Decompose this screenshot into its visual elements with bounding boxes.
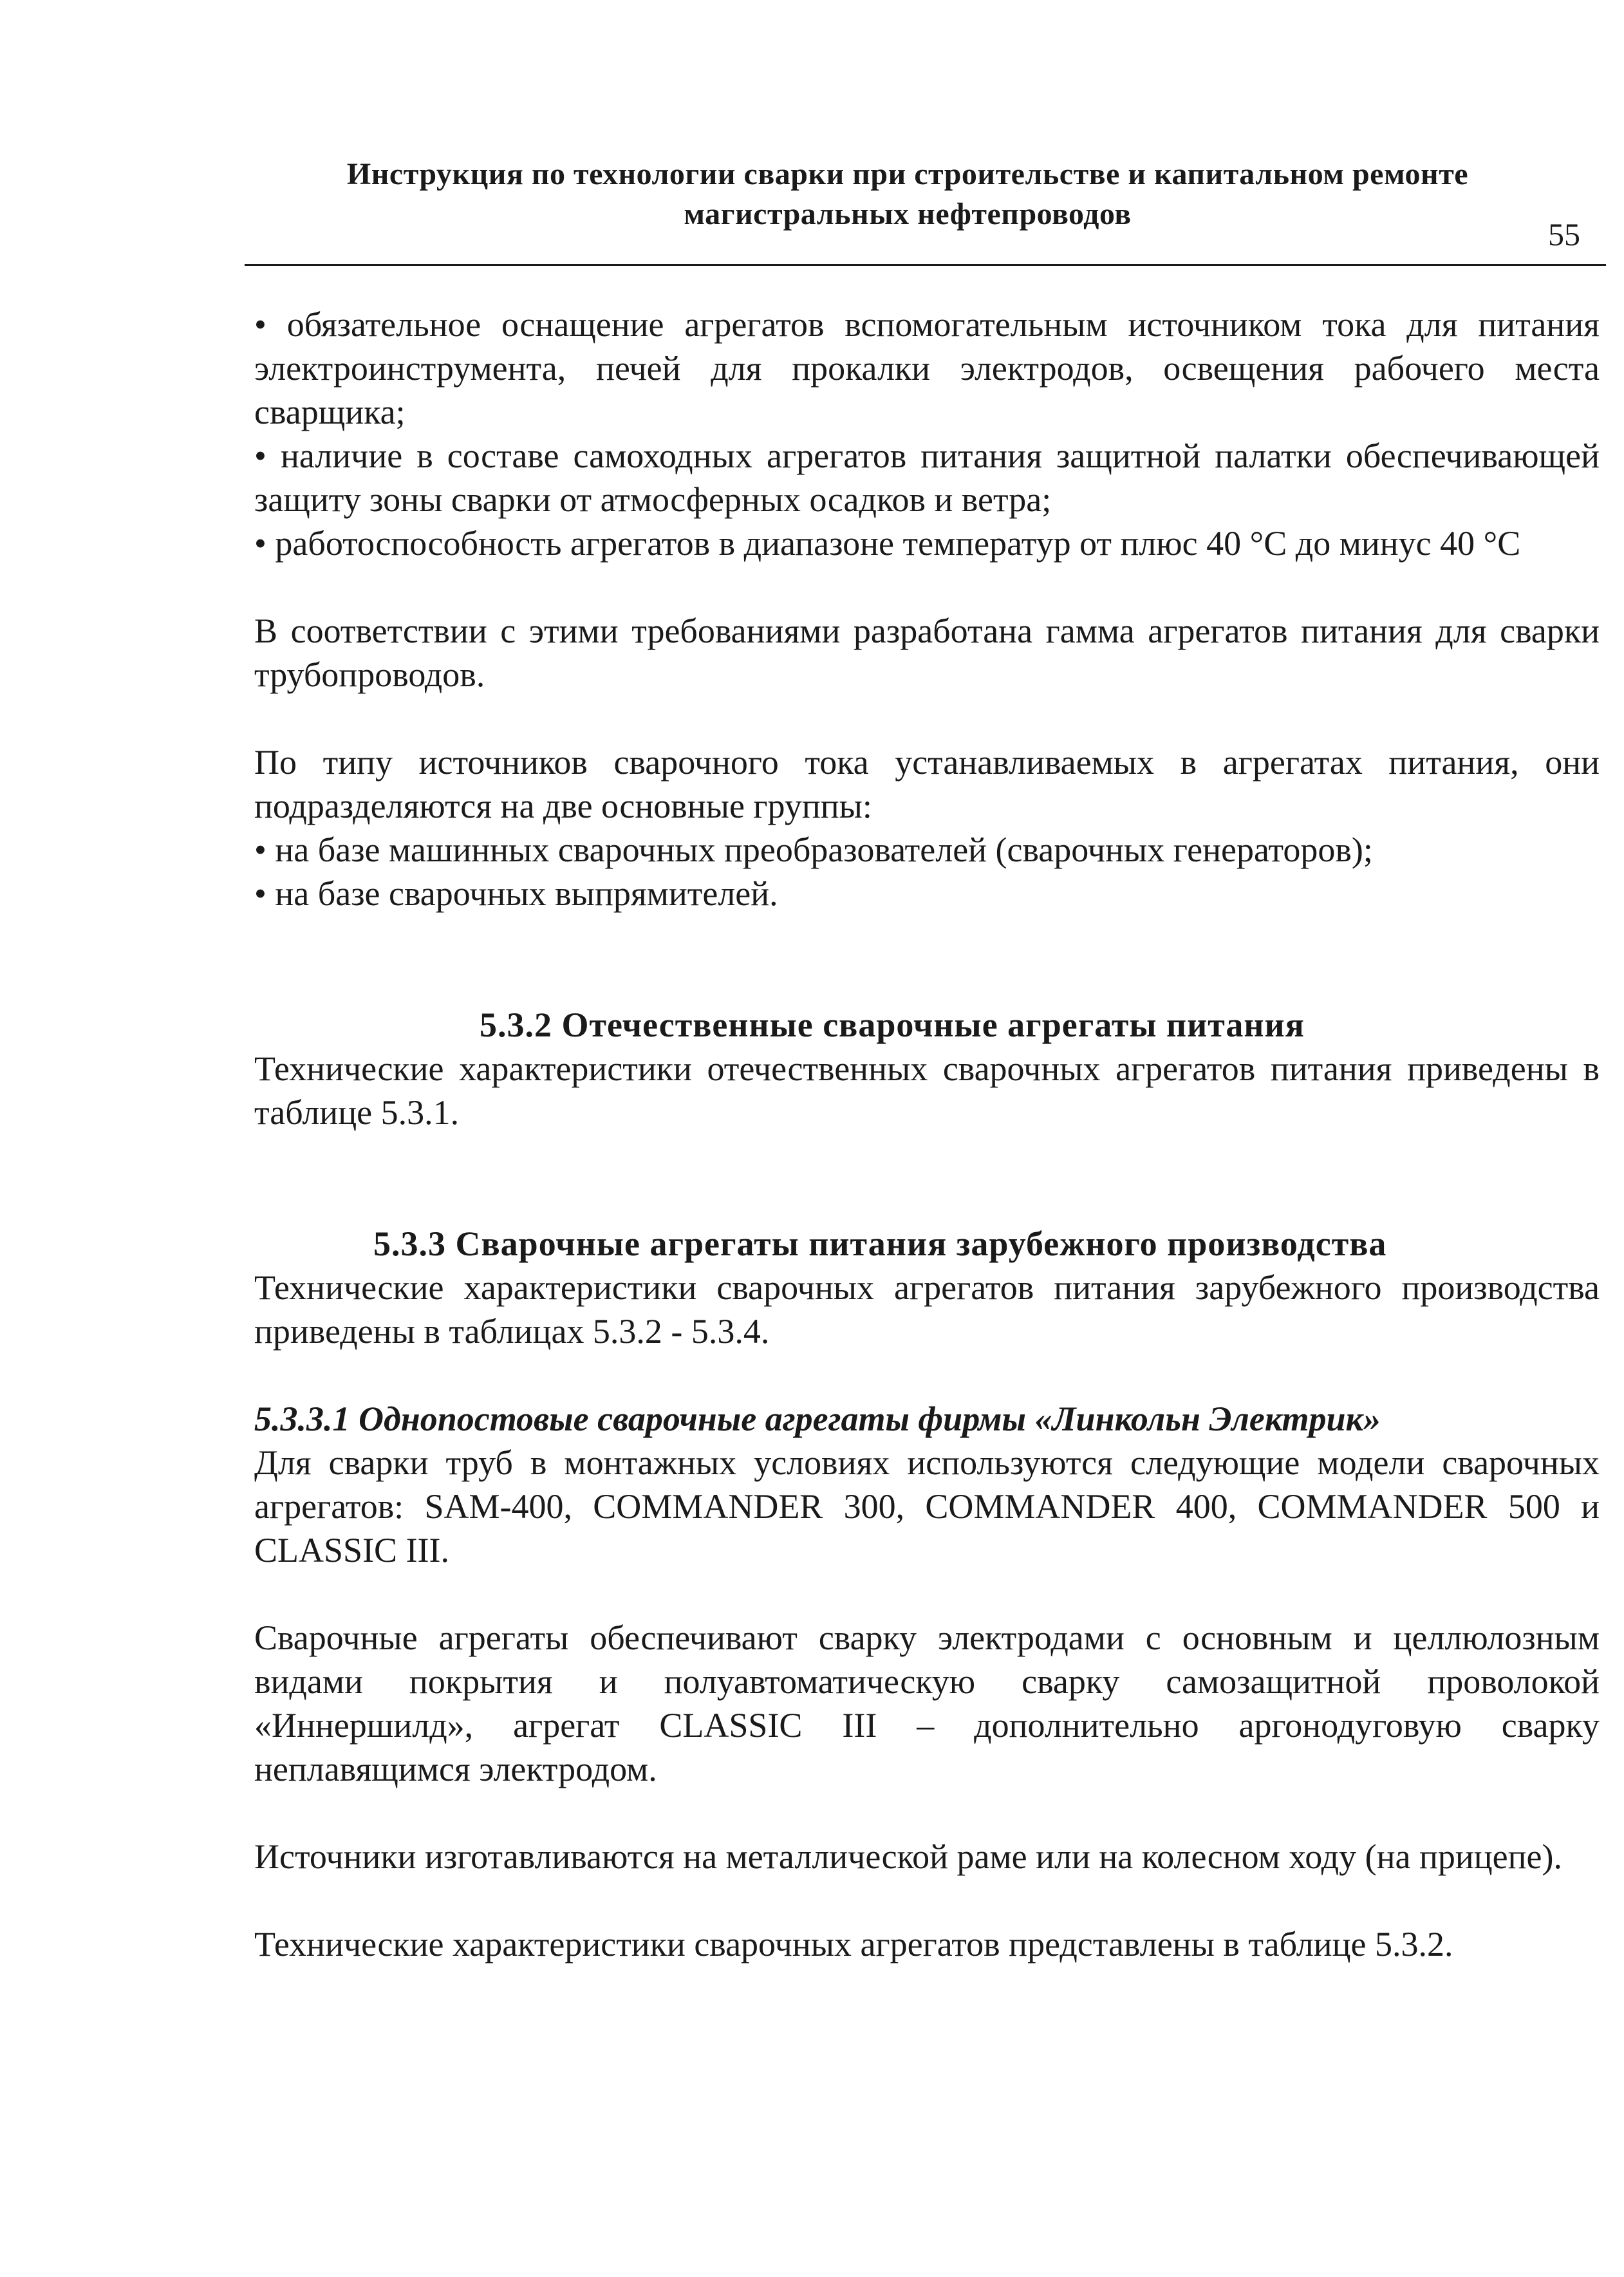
paragraph-gamma: В соответствии с этими требованиями разработана гамма агрегатов питания для сварки трубопроводов. bbox=[254, 612, 1600, 694]
paragraph-coatings: Сварочные агрегаты обеспечивают сварку электродами с основным и целлюлозным видами покрытия и полуавтоматическую сварку самозащитной проволокой «Иннершилд», агрегат CLASSIC III – дополнительно аргонодуговую сварку неплавящимся электродом. bbox=[254, 1618, 1600, 1788]
header-divider bbox=[245, 264, 1606, 266]
page-body bbox=[254, 303, 1600, 1966]
paragraph-frame: Источники изготавливаются на металлической раме или на колесном ходу (на прицепе). bbox=[254, 1837, 1562, 1876]
paragraph-table-ref: Технические характеристики сварочных агрегатов представлены в таблице 5.3.2. bbox=[254, 1925, 1453, 1963]
bullet-item: • на базе сварочных выпрямителей. bbox=[254, 872, 1600, 915]
bullet-item: • работоспособность агрегатов в диапазоне температур от плюс 40 °С до минус 40 °С bbox=[254, 521, 1600, 565]
section-text-5-3-2: Технические характеристики отечественных сварочных агрегатов питания приведены в таблице 5.3.1. bbox=[254, 1049, 1600, 1132]
bullet-item: • обязательное оснащение агрегатов вспомогательным источником тока для питания электроинструмента, печей для прокалки электродов, освещения рабочего места сварщика; bbox=[254, 303, 1600, 434]
bullet-item: • наличие в составе самоходных агрегатов питания защитной палатки обеспечивающей защиту зоны сварки от атмосферных осадков и ветра; bbox=[254, 434, 1600, 521]
section-heading-5-3-3-1: 5.3.3.1 Однопостовые сварочные агрегаты фирмы «Линкольн Электрик» bbox=[254, 1400, 1381, 1438]
section-text-5-3-3: Технические характеристики сварочных агрегатов питания зарубежного производства приведены в таблицах 5.3.2 - 5.3.4. bbox=[254, 1268, 1600, 1351]
section-heading-5-3-2: 5.3.2 Отечественные сварочные агрегаты питания bbox=[480, 1006, 1305, 1044]
section-heading-5-3-3: 5.3.3 Сварочные агрегаты питания зарубежного производства bbox=[373, 1224, 1387, 1263]
section-text-5-3-3-1: Для сварки труб в монтажных условиях используются следующие модели сварочных агрегатов: SAM-400, COMMANDER 300, COMMANDER 400, COMMANDER 500 и CLASSIC III. bbox=[254, 1443, 1600, 1570]
header-title-line-1: Инструкция по технологии сварки при строительстве и капитальном ремонте bbox=[346, 157, 1469, 191]
bullet-item: • на базе машинных сварочных преобразователей (сварочных генераторов); bbox=[254, 828, 1600, 872]
paragraph-groups: По типу источников сварочного тока устанавливаемых в агрегатах питания, они подразделяются на две основные группы: bbox=[254, 743, 1600, 825]
header-title-line-2: магистральных нефтепроводов bbox=[684, 197, 1132, 231]
running-header bbox=[245, 155, 1571, 234]
page-number: 55 bbox=[1548, 216, 1580, 252]
